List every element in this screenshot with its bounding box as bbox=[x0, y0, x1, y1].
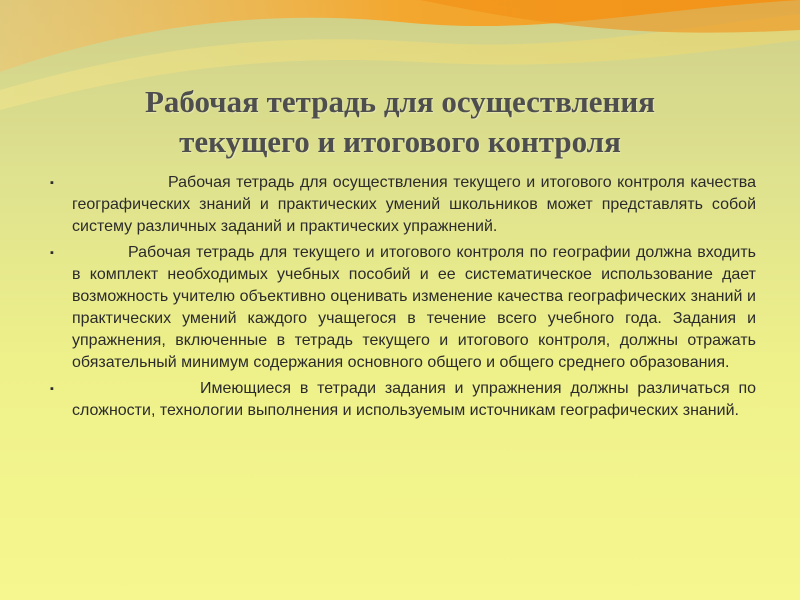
title-line-2: текущего и итогового контроля bbox=[179, 124, 621, 159]
list-item bbox=[50, 172, 756, 238]
paragraph-2: Рабочая тетрадь для текущего и итогового контроля по географии должна входить в комплект необходимых учебных пособий и ее систематическое использование дает возможность учителю объективно оценивать изменение качества географических знаний и практических умений каждого учащегося в течение всего учебного года. Задания и упражнения, включенные в тетрадь текущего и итогового контроля, должны отражать обязательный минимум содержания основного общего и общего среднего образования. bbox=[72, 244, 756, 371]
list-item bbox=[50, 378, 756, 422]
slide-title bbox=[40, 82, 760, 162]
bullet-list bbox=[50, 172, 756, 426]
list-item bbox=[50, 242, 756, 374]
bullet-square-icon: ▪ bbox=[50, 383, 54, 395]
paragraph-3: Имеющиеся в тетради задания и упражнения должны различаться по сложности, технологии выполнения и используемым источникам географических знаний. bbox=[72, 380, 756, 419]
paragraph-1: Рабочая тетрадь для осуществления текущего и итогового контроля качества географических знаний и практических умений школьников может представлять собой систему различных заданий и практических упражнений. bbox=[72, 174, 756, 235]
bullet-square-icon: ▪ bbox=[50, 177, 54, 189]
title-line-1: Рабочая тетрадь для осуществления bbox=[144, 84, 656, 119]
bullet-square-icon: ▪ bbox=[50, 247, 54, 259]
